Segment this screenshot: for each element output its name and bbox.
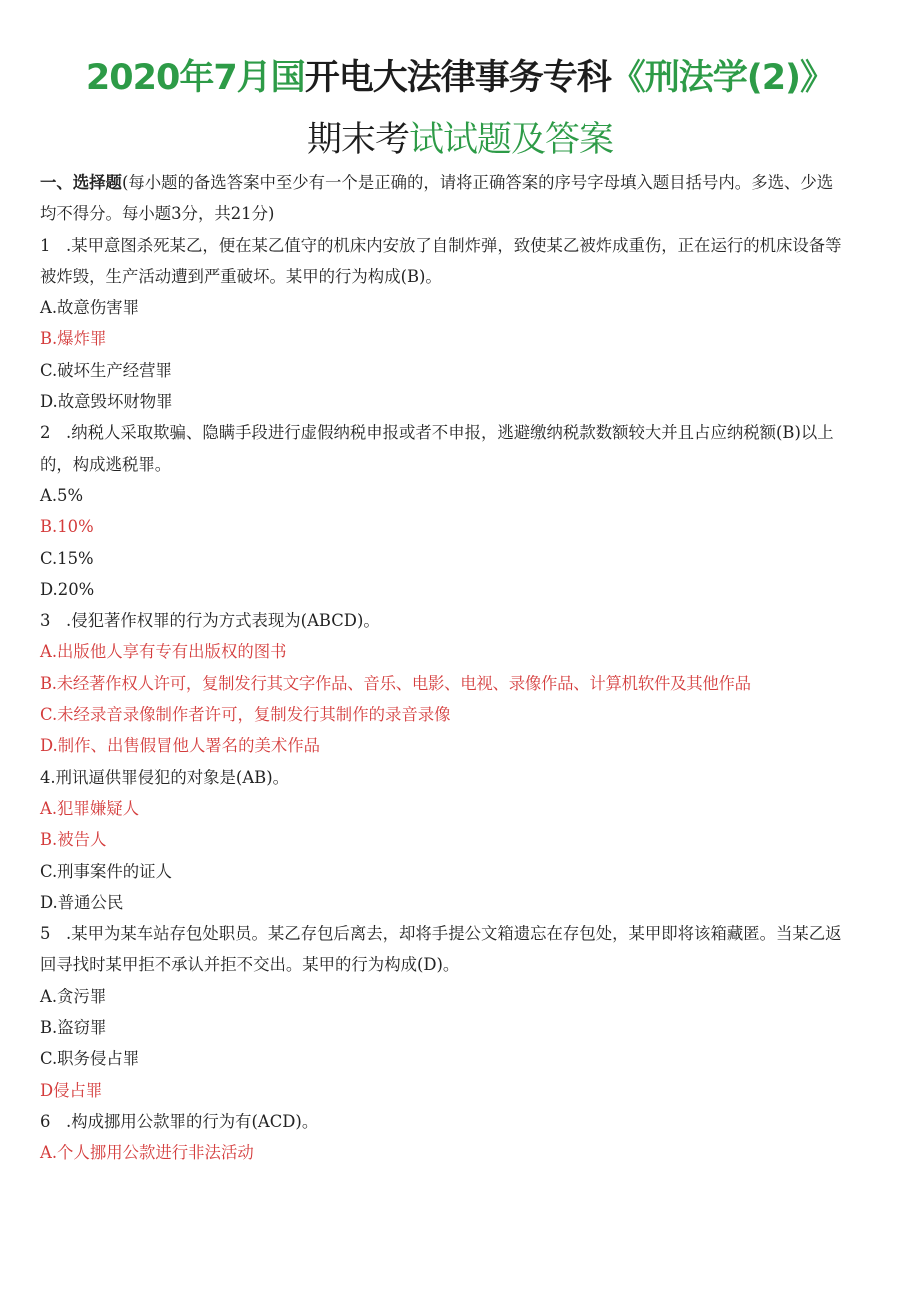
option-2b-correct: B.10% (40, 517, 94, 537)
question-number: 5 (40, 924, 51, 944)
option-4c: C.刑事案件的证人 (40, 861, 172, 881)
section-instructions-2: 均不得分。每小题3分，共21分) (40, 204, 275, 224)
option-5a: A.贪污罪 (40, 986, 107, 1006)
option-3d-correct: D.制作、出售假冒他人署名的美术作品 (40, 736, 321, 756)
option-1b-correct: B.爆炸罪 (40, 329, 107, 349)
option-4b-correct: B.被告人 (40, 830, 107, 850)
question-4: 4.刑讯逼供罪侵犯的对象是(AB)。 (40, 767, 289, 787)
question-text: .某甲为某车站存包处职员。某乙存包后离去，却将手提公文箱遗忘在存包处，某甲即将该箱藏匿。当某乙返 (66, 924, 842, 944)
question-text: .某甲意图杀死某乙，便在某乙值守的机床内安放了自制炸弹，致使某乙被炸成重伤，正在运行的机床设备等 (66, 235, 842, 255)
question-text: .构成挪用公款罪的行为有(ACD)。 (66, 1111, 319, 1131)
question-1 (40, 230, 885, 261)
question-number: 3 (40, 611, 51, 631)
question-text: .侵犯著作权罪的行为方式表现为(ABCD)。 (66, 611, 380, 631)
option-2d: D.20% (40, 579, 95, 599)
question-2-cont: 的，构成逃税罪。 (40, 454, 172, 474)
option-5c: C.职务侵占罪 (40, 1049, 140, 1069)
title-school-part: 开电大法律事务专科 (304, 58, 611, 98)
title-answers-part: 试试题及答案 (409, 120, 614, 160)
option-3a-correct: A.出版他人享有专有出版权的图书 (40, 642, 287, 662)
question-number: 1 (40, 235, 51, 255)
option-1c: C.破坏生产经营罪 (40, 360, 172, 380)
option-1a: A.故意伤害罪 (40, 298, 139, 318)
option-5b: B.盗窃罪 (40, 1018, 107, 1038)
question-2 (40, 417, 885, 448)
title-exam-part: 期末考 (306, 120, 409, 160)
question-text: .纳税人采取欺骗、隐瞒手段进行虚假纳税申报或者不申报，逃避缴纳税款数额较大并且占应纳税额(B)以上 (66, 423, 834, 443)
option-6a-correct: A.个人挪用公款进行非法活动 (40, 1143, 254, 1163)
section-header (40, 167, 885, 198)
exam-content (40, 167, 885, 1169)
question-3 (40, 605, 885, 636)
page-title-line-1 (0, 52, 920, 104)
title-course-part: 《刑法学(2)》 (610, 58, 835, 98)
question-6 (40, 1106, 885, 1137)
title-year-part: 2020年7月国 (85, 58, 305, 98)
option-3b-correct: B.未经著作权人许可，复制发行其文字作品、音乐、电影、电视、录像作品、计算机软件及其他作品 (40, 673, 751, 693)
page-title-line-2 (0, 114, 920, 166)
question-number: 6 (40, 1111, 51, 1131)
section-label: 一、选择题 (40, 173, 122, 192)
option-2c: C.15% (40, 548, 94, 568)
option-1d: D.故意毁坏财物罪 (40, 392, 173, 412)
option-3c-correct: C.未经录音录像制作者许可，复制发行其制作的录音录像 (40, 705, 451, 725)
option-4a-correct: A.犯罪嫌疑人 (40, 798, 139, 818)
question-1-cont: 被炸毁，生产活动遭到严重破坏。某甲的行为构成(B)。 (40, 266, 442, 286)
question-5-cont: 回寻找时某甲拒不承认并拒不交出。某甲的行为构成(D)。 (40, 955, 460, 975)
section-instructions-1: (每小题的备选答案中至少有一个是正确的，请将正确答案的序号字母填入题目括号内。多选、少选 (121, 173, 834, 192)
option-5d-correct: D侵占罪 (40, 1080, 103, 1100)
option-2a: A.5% (40, 485, 84, 505)
option-4d: D.普通公民 (40, 892, 124, 912)
question-number: 2 (40, 423, 51, 443)
question-5 (40, 918, 885, 949)
